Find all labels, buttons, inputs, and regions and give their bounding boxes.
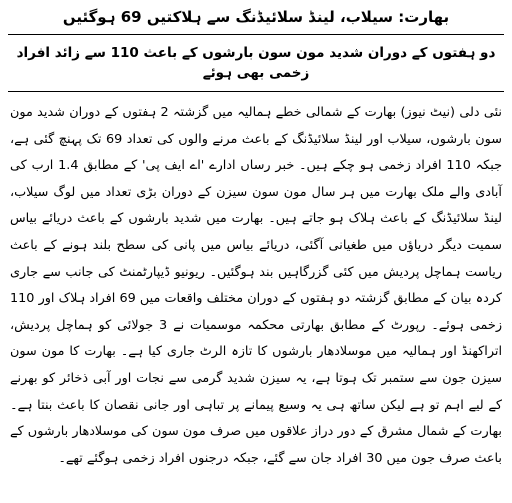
news-article — [8, 4, 504, 499]
article-headline: بھارت: سیلاب، لینڈ سلائیڈنگ سے ہلاکتیں 69 ہوگئیں — [62, 8, 450, 26]
article-body: نئی دلی (نیٹ نیوز) بھارت کے شمالی خطے ہمالیہ میں گزشتہ 2 ہفتوں کے دوران شدید مون سون بارشوں، سیلاب اور لینڈ سلائیڈنگ کے باعث مرنے والوں کی تعداد 69 تک پہنچ گئی ہے، جبکہ 110 افراد زخمی ہو چکے ہیں۔ خبر رساں ادارے 'اے ایف پی' کے مطابق 1.4 ارب کی آبادی والے ملک بھارت میں ہر سال مون سون سیزن کے دوران بڑی تعداد میں لوگ سیلاب، لینڈ سلائیڈنگ کے باعث ہلاک ہو جاتے ہیں۔ بھارت میں شدید بارشوں کے باعث دریائے بیاس سمیت دیگر دریاؤں میں طغیانی آگئی، دریائے بیاس میں پانی کی سطح بلند ہونے کے باعث ریاست ہماچل پردیش میں کئی گزرگاہیں بند ہوگئیں۔ ریونیو ڈیپارٹمنٹ کی جانب سے جاری کردہ بیان کے مطابق گزشتہ دو ہفتوں کے دوران مختلف واقعات میں 69 افراد ہلاک اور 110 زخمی ہوئے۔ رپورٹ کے مطابق بھارتی محکمہ موسمیات نے 3 جولائی کو ہماچل پردیش، اتراکھنڈ اور ہمالیہ میں موسلادھار بارشوں کا تازہ الرٹ جاری کیا ہے۔ بھارت کا مون سون سیزن جون سے ستمبر تک ہوتا ہے، یہ سیزن شدید گرمی سے نجات اور آبی ذخائر کو بھرنے کے لیے اہم تو ہے لیکن ساتھ ہی یہ وسیع پیمانے پر تباہی اور جانی نقصان کا باعث بنتا ہے۔ بھارت کے شمال مشرق کے دور دراز علاقوں میں صرف مون سون کی موسلادھار بارشوں کے باعث صرف جون میں 30 افراد جان سے گئے، جبکہ درجنوں افراد زخمی ہوگئے تھے۔ — [10, 105, 503, 466]
article-subheadline: دو ہفتوں کے دوران شدید مون سون بارشوں کے باعث 110 سے زائد افراد زخمی بھی ہوئے — [8, 34, 504, 92]
